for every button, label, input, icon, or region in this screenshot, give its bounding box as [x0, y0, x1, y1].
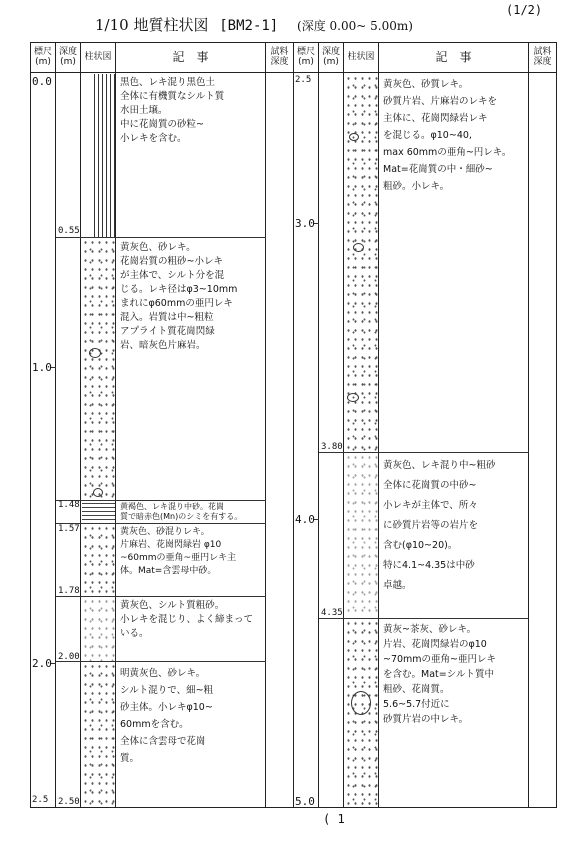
boundary-line: [56, 523, 266, 524]
header-elevation-right: 標尺 (m): [294, 43, 319, 73]
page-title: [95, 14, 413, 35]
scale-label: 2.5: [32, 795, 49, 805]
boundary-line: [56, 500, 266, 501]
stratum-description: 黄灰色、シルト質粗砂。 小レキを混じり、よく締まって いる。: [120, 600, 254, 639]
stratum-description: 黄灰色、砂レキ。 花崗岩質の粗砂~小レキ が主体で、シルト分を混 じる。レキ径はφ3~10mm まれにφ60mmの亜円レキ 混入。岩質は中~粗粒 アプライト質花崗閃緑 岩、暗灰色片麻岩。: [120, 242, 238, 351]
topsoil-pattern: [91, 74, 115, 237]
depth-label: 2.50: [58, 797, 80, 807]
sandy-gravel-pattern: [82, 238, 115, 500]
header-sample-left: 試料 深度: [266, 43, 294, 73]
stratum-description: 黄灰色、砂混りレキ。 片麻岩、花崗閃緑岩 φ10 ~60mmの亜角~亜円レキ主 体。Mat=含雲母中砂。: [120, 527, 237, 576]
sandy-gravel-pattern-2: [82, 662, 115, 808]
stratum-description: 明黄灰色、砂レキ。 シルト混りで、細~粗 砂主体。小レキφ10~ 60mmを含む。 全体に含雲母で花崗 質。: [120, 668, 214, 764]
depth-column-left: [56, 73, 81, 807]
elevation-column-right: [294, 73, 319, 807]
depth-label: 4.35: [321, 608, 343, 618]
stratum-description: 黄褐色、レキ混り中砂。花崗 質で暗赤色(Mn)のシミを有する。: [120, 502, 243, 521]
elevation-column-left: [31, 73, 56, 807]
depth-range: (深度 0.00~ 5.00m): [297, 19, 413, 33]
scale-label: 2.0: [32, 657, 52, 670]
scale-label: 3.0: [295, 217, 315, 230]
scale-label: 4.0: [295, 513, 315, 526]
scale-label: 1.0: [32, 361, 52, 374]
depth-label: 2.00: [58, 652, 80, 662]
header-description-left: 記 事: [116, 43, 266, 73]
cobble-symbol: [351, 691, 371, 715]
boundary-line: [319, 452, 529, 453]
stratum-description: 黒色、レキ混り黒色土 全体に有機質なシルト質 水田土壌。 中に花崗質の砂粒~ 小レキを含む。: [120, 77, 225, 144]
title-text: 1/10 地質柱状図: [95, 16, 209, 34]
depth-label: 1.78: [58, 586, 80, 596]
stratum-description: 黄灰~茶灰、砂レキ。 片岩、花崗閃緑岩のφ10 ~70mmの亜角~亜円レキ を含む。Mat=シルト質中 粗砂、花崗質。 5.6~5.7付近に 砂質片岩の中レキ。: [383, 624, 497, 725]
page-number: (1/2): [506, 3, 543, 17]
depth-label: 1.48: [58, 500, 80, 510]
header-sample-right: 試料 深度: [529, 43, 556, 73]
sample-column-left: [266, 73, 294, 807]
depth-label: 3.80: [321, 442, 343, 452]
scale-label: 5.0: [295, 795, 315, 808]
medium-sand-pattern: [82, 501, 115, 523]
pebble-symbol: [347, 393, 359, 402]
silty-sand-pattern: [82, 597, 115, 661]
pebble-symbol: [93, 488, 103, 497]
scale-label: 2.5: [295, 75, 312, 85]
boundary-line: [56, 661, 266, 662]
header-depth-left: 深度 (m): [56, 43, 81, 73]
pebble-symbol: [349, 133, 359, 141]
footer-mark: ( 1: [323, 812, 345, 826]
gravelly-sand-pattern: [345, 453, 378, 618]
stratum-description: 黄灰色、砂質レキ。 砂質片岩、片麻岩のレキを 主体に、花崗閃緑岩レキ を混じる。φ10~40, max 60mmの亜角~円レキ。 Mat=花崗質の中・細砂~ 粗砂。小レキ。: [383, 79, 512, 192]
depth-label: 1.57: [58, 524, 80, 534]
boundary-line: [56, 596, 266, 597]
pebble-symbol: [89, 348, 101, 358]
log-sheet: [30, 42, 557, 808]
stratum-description: 黄灰色、レキ混り中~粗砂 全体に花崗質の中砂~ 小レキが主体で、所々 に砂質片岩等の岩片を 含む(φ10~20)。 特に4.1~4.35は中砂 卓越。: [383, 460, 496, 591]
header-column-left: 柱状図: [81, 43, 116, 73]
header-depth-right: 深度 (m): [319, 43, 344, 73]
pebble-symbol: [353, 243, 364, 252]
header-column-right: 柱状図: [344, 43, 379, 73]
gravel-pattern: [82, 524, 115, 596]
depth-label: 0.55: [58, 226, 80, 236]
scale-label: 0.0: [32, 75, 52, 88]
boundary-line: [319, 618, 529, 619]
header-elevation-left: 標尺 (m): [31, 43, 56, 73]
header-description-right: 記 事: [379, 43, 529, 73]
borehole-id: [BM2-1]: [219, 18, 279, 34]
boundary-line: [56, 237, 266, 238]
depth-column-right: [319, 73, 344, 807]
